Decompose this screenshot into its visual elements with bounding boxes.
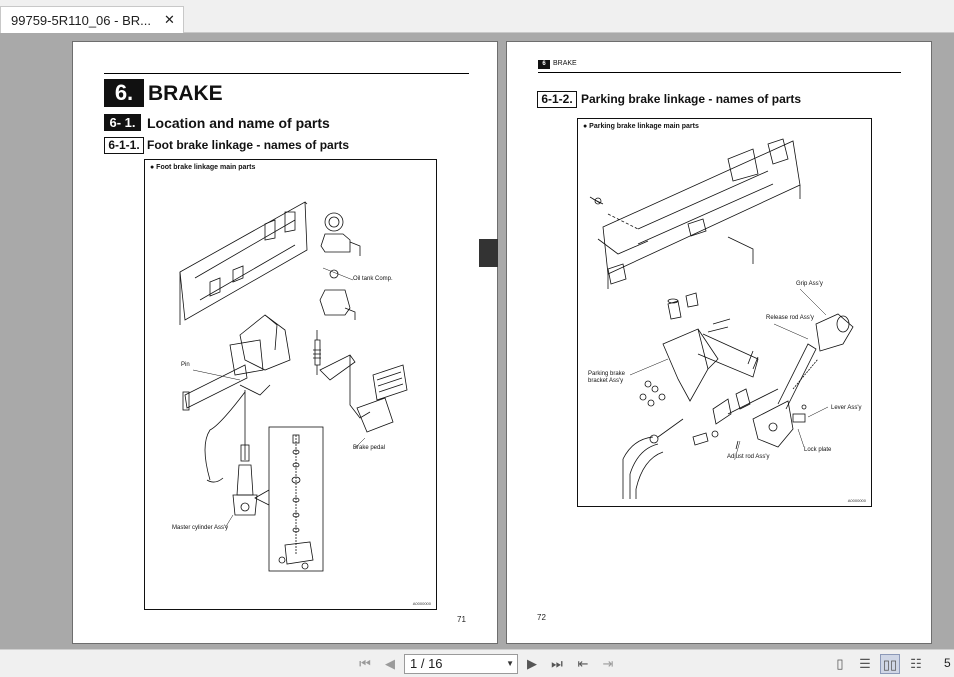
- chevron-down-icon: ▼: [506, 659, 514, 668]
- continuous-page-icon[interactable]: ☰: [859, 656, 871, 671]
- page-number-72: 72: [537, 613, 546, 622]
- section-title: Location and name of parts: [147, 115, 330, 131]
- figure-caption: ● Parking brake linkage main parts: [583, 123, 699, 130]
- page-72: [506, 41, 932, 644]
- document-viewer[interactable]: [0, 34, 954, 649]
- chapter-tag-title: BRAKE: [553, 60, 577, 67]
- page-71: [72, 41, 498, 644]
- chapter-title: BRAKE: [148, 82, 223, 105]
- figure-caption: ● Foot brake linkage main parts: [150, 164, 256, 171]
- label-adjust-rod: Adjust rod Ass'y: [727, 454, 770, 460]
- label-release-rod: Release rod Ass'y: [766, 315, 814, 321]
- label-parking-brake-bracket: Parking brake bracket Ass'y: [588, 371, 626, 384]
- tab-title: 99759-5R110_06 - BR...: [11, 13, 151, 28]
- foot-brake-drawing: [145, 160, 438, 611]
- figure-code: A0000000: [412, 601, 431, 606]
- figure-code: A0000000: [847, 498, 866, 503]
- label-lever: Lever Ass'y: [831, 405, 862, 411]
- tab-bar: [0, 0, 954, 33]
- page-edge-marker: [479, 239, 498, 267]
- close-icon[interactable]: ✕: [164, 12, 175, 27]
- page-number-71: 71: [457, 615, 466, 624]
- label-grip: Grip Ass'y: [796, 281, 823, 287]
- label-oil-tank: Oil tank Comp.: [353, 276, 393, 282]
- chapter-tag: 6: [538, 60, 550, 69]
- chapter-number: 6.: [104, 79, 144, 107]
- subsection-number: 6-1-1.: [104, 137, 144, 154]
- toolbar-trailing-text: 5: [944, 656, 951, 670]
- foot-brake-figure: [144, 159, 437, 610]
- label-pin: Pin: [181, 362, 190, 368]
- section-number: 6- 1.: [104, 114, 141, 131]
- document-tab[interactable]: [0, 6, 184, 33]
- page-number-select[interactable]: [404, 654, 518, 674]
- label-master-cylinder: Master cylinder Ass'y: [172, 525, 229, 531]
- label-brake-pedal: Brake pedal: [353, 445, 386, 451]
- previous-page-icon[interactable]: ◀: [385, 656, 395, 671]
- forward-view-icon[interactable]: ⇥: [602, 656, 614, 671]
- parking-brake-figure: [577, 118, 872, 507]
- two-page-continuous-icon[interactable]: ☷: [910, 656, 922, 671]
- subsection-title: Parking brake linkage - names of parts: [581, 92, 802, 106]
- last-page-icon[interactable]: ⏭: [551, 656, 563, 671]
- first-page-icon[interactable]: ⏮: [359, 656, 371, 671]
- two-page-icon[interactable]: ▯▯: [880, 654, 900, 674]
- subsection-number: 6-1-2.: [537, 91, 577, 108]
- header-rule: [538, 72, 901, 73]
- single-page-icon[interactable]: ▯: [836, 656, 844, 671]
- bottom-toolbar: [0, 649, 954, 677]
- back-view-icon[interactable]: ⇤: [577, 656, 589, 671]
- header-rule: [104, 73, 469, 74]
- next-page-icon[interactable]: ▶: [527, 656, 537, 671]
- page-number-value: 1 / 16: [410, 656, 443, 671]
- label-lock-plate: Lock plate: [804, 447, 832, 453]
- subsection-title: Foot brake linkage - names of parts: [147, 138, 350, 152]
